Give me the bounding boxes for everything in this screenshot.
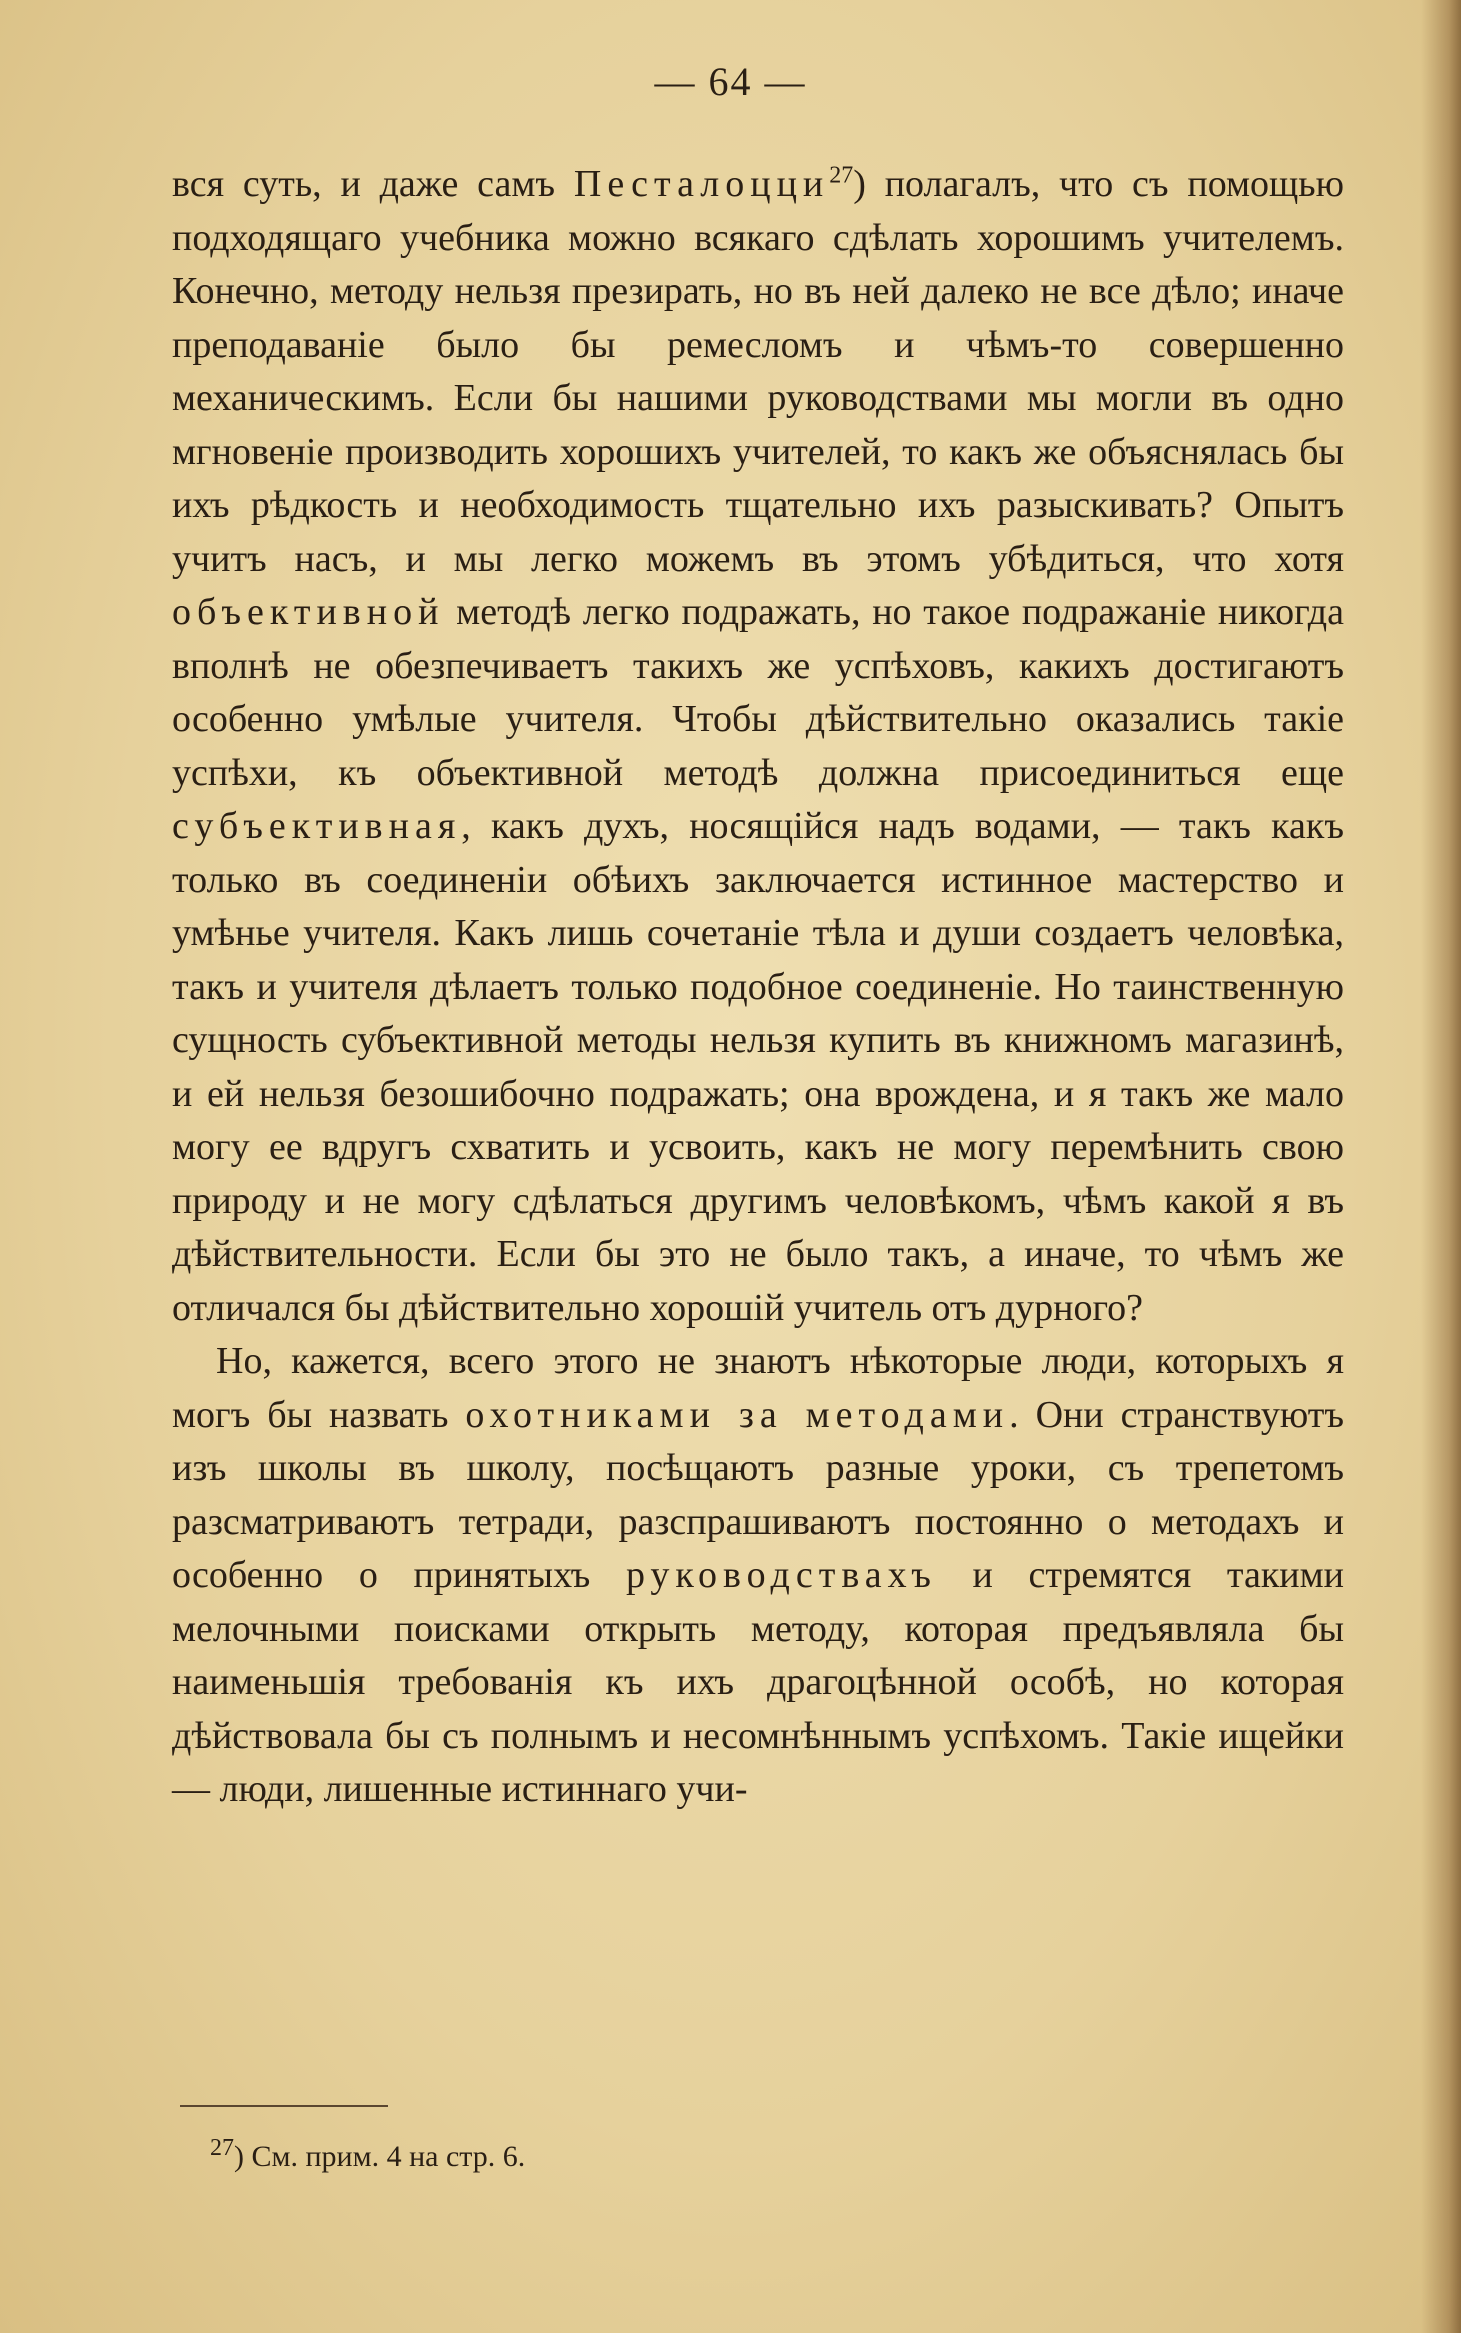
- text-run: , какъ духъ, носящійся надъ водами, — такъ какъ только въ соединеніи обѣихъ заключается истинное мастерство и умѣнье учителя. Какъ лишь сочетаніе тѣла и души создаетъ человѣка, такъ и учителя дѣлаетъ только подобное соединеніе. Но таинственную сущность субъективной методы нельзя купить въ книжномъ магазинѣ, и ей нельзя безошибочно подражать; она врождена, и я такъ же мало могу ее вдругъ схватить и усвоить, какъ не могу перемѣнить свою природу и не могу сдѣлаться другимъ человѣкомъ, чѣмъ какой я въ дѣйствительности. Если бы это не было такъ, а иначе, то чѣмъ же отличался бы дѣйствительно хорошій учитель отъ дурного?: [172, 805, 1344, 1329]
- page-number: — 64 —: [654, 59, 807, 104]
- main-text: [172, 158, 1344, 1817]
- footnote-text: ) См. прим. 4 на стр. 6.: [234, 2140, 526, 2173]
- footnote: [210, 2137, 1210, 2177]
- footnote-marker: 27: [210, 2135, 234, 2161]
- text-run: и стремятся такими мелочными поисками открыть методу, которая предъявляла бы наименьшія требованія къ ихъ драгоцѣнной особѣ, но которая дѣйствовала бы съ полнымъ и несомнѣннымъ успѣхомъ. Такіе ищейки — люди, лишенные истиннаго учи-: [172, 1554, 1344, 1810]
- paragraph-2: [172, 1335, 1344, 1817]
- paragraph-1: [172, 158, 1344, 1335]
- text-run: методѣ легко подражать, но такое подражаніе никогда вполнѣ не обезпечиваетъ такихъ же успѣховъ, какихъ достигаютъ особенно умѣлые учителя. Чтобы дѣйствительно оказались такіе успѣхи, къ объективной методѣ должна присоединиться еще: [172, 591, 1344, 794]
- emphasis-term: охотниками за методами: [465, 1393, 1010, 1436]
- text-run: Но, кажется, всего этого не знаютъ нѣкоторые люди, которыхъ я могъ бы назвать: [172, 1340, 1344, 1436]
- footnote-reference: 27: [829, 162, 854, 189]
- emphasis-term: руководствахъ: [625, 1554, 937, 1596]
- footnote-divider: [180, 2105, 388, 2107]
- emphasis-term: объективной: [172, 591, 445, 633]
- text-run: вся суть, и даже самъ: [172, 163, 574, 205]
- text-run: . Они странствуютъ изъ школы въ школу, посѣщаютъ разные уроки, съ трепетомъ разсматриваютъ тетради, разспрашиваютъ постоянно о методахъ и особенно о принятыхъ: [172, 1393, 1344, 1596]
- text-run: ) полагалъ, что съ помощью подходящаго учебника можно всякаго сдѣлать хорошимъ учителемъ. Конечно, методу нельзя презирать, но въ ней далеко не все дѣло; иначе преподаваніе было бы ремесломъ и чѣмъ-то совершенно механическимъ. Если бы нашими руководствами мы могли въ одно мгновеніе производить хорошихъ учителей, то какъ же объяснялась бы ихъ рѣдкость и необходимость тщательно ихъ разыскивать? Опытъ учитъ насъ, и мы легко можемъ въ этомъ убѣдиться, что хотя: [172, 163, 1344, 580]
- emphasis-name: Песталоцци: [573, 163, 830, 205]
- page-edge-shadow: [1421, 0, 1461, 2333]
- emphasis-term: субъективная: [172, 805, 462, 847]
